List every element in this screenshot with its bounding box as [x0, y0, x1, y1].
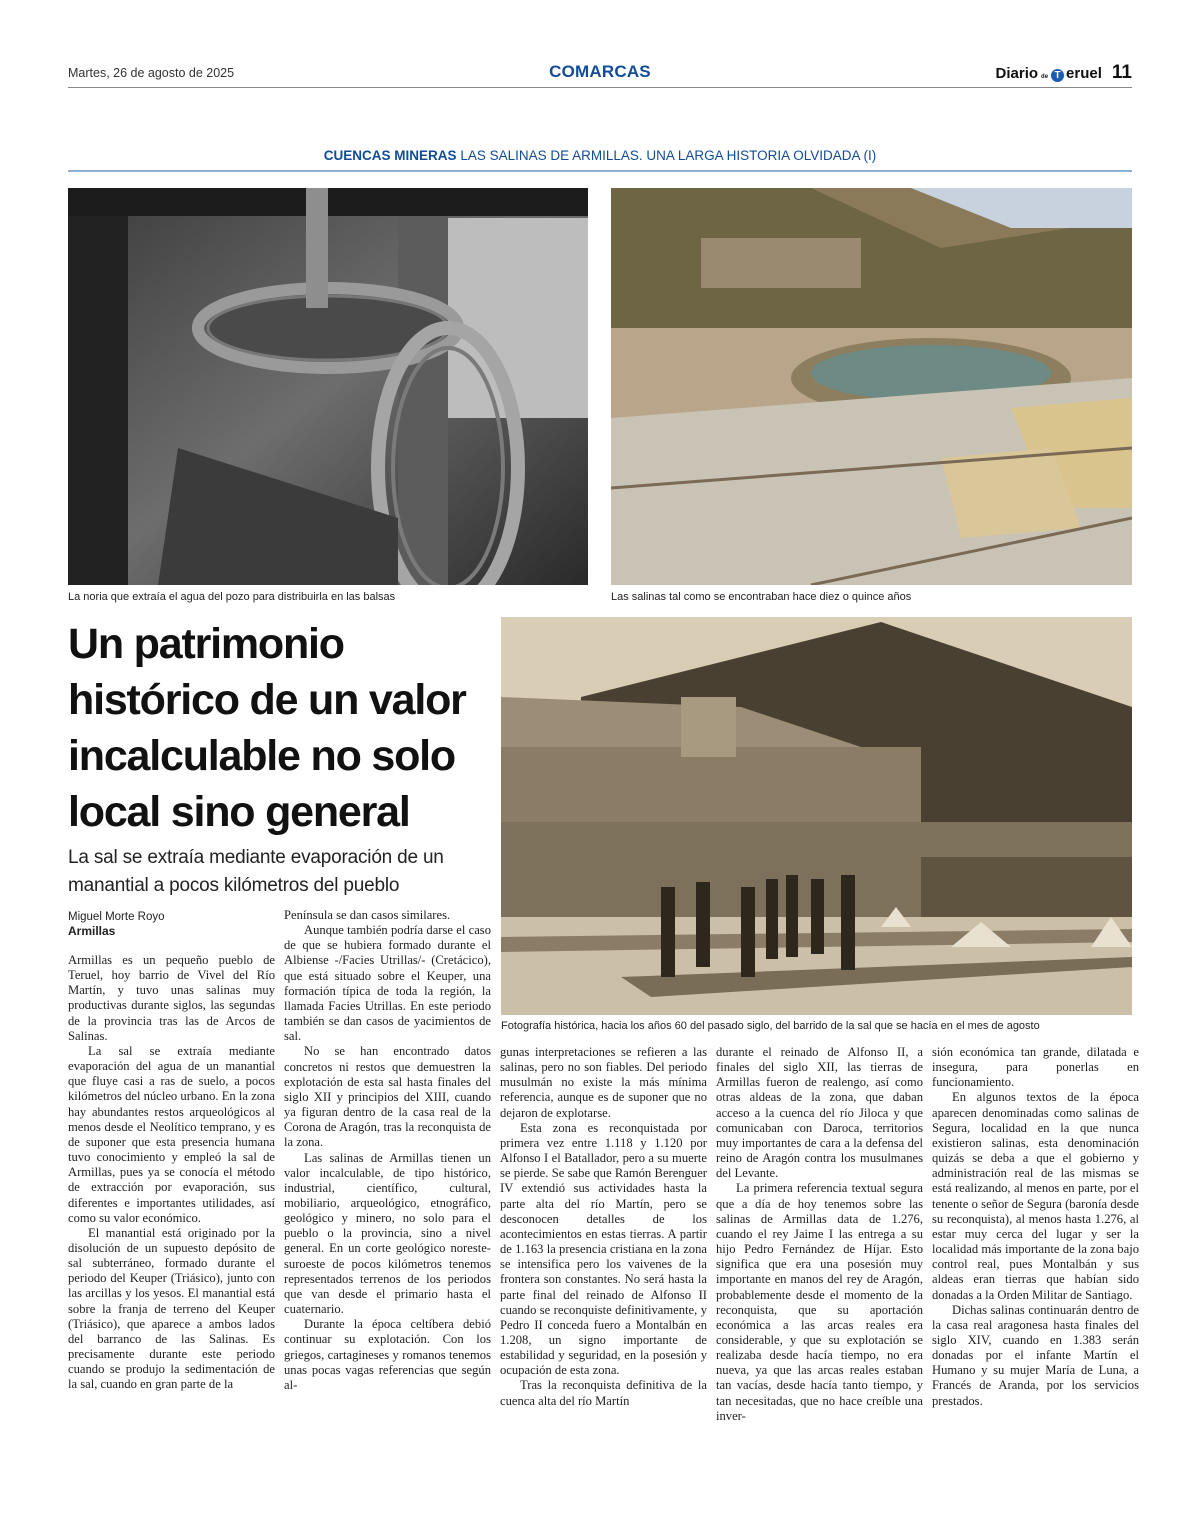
photo-caption: La noria que extraía el agua del pozo para distribuirla en las balsas: [68, 591, 396, 603]
article-column-2: [284, 908, 491, 1393]
kicker-label: CUENCAS MINERAS: [323, 148, 457, 163]
paragraph: El manantial está originado por la disolución de un supuesto depósito de sal subterráneo, formado durante el periodo del Keuper (Triásico), junto con las arcillas y los yesos. El manantial está sobre la franja de terreno del Keuper (Triásico), que aparece a ambos lados del barranco de las Salinas. Es precisamente durante este periodo cuando se produjo la sedimentación de la sal, cuando en gran parte de la: [68, 1225, 275, 1392]
brand-suffix: eruel: [1066, 65, 1102, 82]
paragraph: Durante la época celtíbera debió continuar su explotación. Con los griegos, cartagineses y romanos tenemos unas pocas vagas referencias que según al-: [284, 1317, 491, 1392]
paragraph: Esta zona es reconquistada por primera vez entre 1.118 y 1.120 por Alfonso I el Batallador, pero a su muerte se pierde. Se sabe que Ramón Berenguer IV extendió sus actividades hasta la parte alta del río Martín, pero se desconocen detalles de los acontecimientos en estas tierras. A partir de 1.163 la presencia cristiana en la zona se intensifica pero los vaivenes de la frontera son constantes. No será hasta la parte final del reinado de Alfonso II cuando se reconquiste definitivamente, y Pedro II conceda fuero a Montalbán en 1.208, un signo importante de estabilidad y seguridad, en la posesión y ocupación de esta zona.: [500, 1120, 707, 1378]
photo-waterwheel: [68, 188, 588, 585]
article-subheadline: La sal se extraía mediante evaporación de un manantial a pocos kilómetros del pueblo: [68, 847, 444, 896]
brand-prefix: Diario: [995, 65, 1039, 82]
dateline-location: Armillas: [68, 924, 116, 938]
photo-historic-workers: [501, 617, 1132, 1015]
newspaper-brand: [996, 62, 1132, 84]
paragraph: Península se dan casos similares.: [284, 908, 451, 922]
paragraph: En algunos textos de la época aparecen denominadas como salinas de Segura, localidad en la que nunca existieron salinas, esta denominación quizás se deba a que el gobierno y administración real de las mismas se está realizando, al menos en parte, por el tenente o señor de Segura (baronía desde su reconquista), al menos hasta 1.276, al estar muy cerca del lugar y ser la localidad más importante de la zona bajo control real, pues Montalbán y sus aldeas eran tierras que habían sido donadas a la Orden Militar de Santiago.: [932, 1090, 1139, 1302]
waterwheel-image-icon: [68, 188, 588, 585]
photo-salt-pans: [611, 188, 1132, 585]
paragraph: durante el reinado de Alfonso II, a finales del siglo XII, las tierras de Armillas fueron de realengo, así como otras aldeas de la zona, que daban acceso a la cuenca del río Jiloca y que comunicaban con Daroca, territorios muy importantes de cara a la defensa del reino de Aragón contra los musulmanes del Levante.: [716, 1045, 923, 1181]
paragraph: La primera referencia textual segura que a día de hoy tenemos sobre las salinas de Armillas data de 1.276, cuando el rey Jaime I las entrega a su hijo Pedro Fernández de Híjar. Esto significa que era una posesión muy importante en manos del rey de Aragón, probablemente desde el momento de la reconquista, que su aportación económica a las arcas reales era considerable, y que su explotación se realizaba desde hacía tiempo, no era nueva, ya que las arcas reales estaban tan vacías, desde hacía tanto tiempo, y tan necesitadas, que no hace creíble una inver-: [716, 1181, 923, 1423]
paragraph: Las salinas de Armillas tienen un valor incalculable, de tipo histórico, industrial, científico, cultural, mobiliario, arqueológico, etnográfico, geológico y minero, no solo para el pueblo o la provincia, sino a nivel general. En un corte geológico noreste-suroeste de pocos kilómetros tenemos representados terrenos de los periodos que van desde el primario hasta el cuaternario.: [284, 1150, 491, 1317]
paragraph: gunas interpretaciones se refieren a las salinas, pero no son fiables. Del periodo musulmán no existe la más mínima referencia, aunque es de suponer que no dejaron de explotarse.: [500, 1045, 707, 1120]
paragraph: La sal se extraía mediante evaporación del agua de un manantial que fluye casi a ras de suelo, a pocos kilómetros del núcleo urbano. En la zona hay abundantes restos arqueológicos al menos desde el Neolítico temprano, y es de suponer que esta presencia humana tuvo conocimiento y empleó la sal de Armillas, pues ya se conocía el método de extracción por evaporación, sus diferentes e importantes utilidades, así como su valor económico.: [68, 1043, 275, 1225]
article-column-1: [68, 953, 275, 1393]
photo-caption: Las salinas tal como se encontraban hace diez o quince años: [611, 591, 912, 603]
paragraph: Aunque también podría darse el caso de que se hubiera formado durante el Albiense -/Facies Utrillas/- (Cretácico), que está situado sobre el Keuper, una formación típica de toda la región, la llamada Facies Utrillas. En este periodo también se dan casos de yacimientos de sal.: [284, 923, 491, 1044]
article-kicker: [68, 146, 1132, 172]
section-name: COMARCAS: [549, 62, 651, 81]
article-headline: Un patrimonio histórico de un valor incalculable no solo local sino general: [68, 620, 466, 836]
photo-caption: Fotografía histórica, hacia los años 60 del pasado siglo, del barrido de la sal que se hacía en el mes de agosto: [501, 1020, 1040, 1032]
historic-workers-image-icon: [501, 617, 1132, 1015]
brand-de: de: [1041, 74, 1049, 80]
article-lead: [68, 616, 493, 938]
paragraph: No se han encontrado datos concretos ni restos que demuestren la explotación de esta sal hasta finales del siglo XII y principios del XIII, cuando ya figuran dentro de la casa real de la Corona de Aragón, tras la reconquista de la zona.: [284, 1044, 491, 1150]
salt-pans-image-icon: [611, 188, 1132, 585]
article-column-4: [716, 1045, 923, 1424]
paragraph: Tras la reconquista definitiva de la cuenca alta del río Martín: [500, 1378, 707, 1408]
page-number: 11: [1111, 62, 1132, 83]
article-column-5: [932, 1045, 1139, 1409]
page-header: [68, 60, 1132, 88]
brand-logo-icon: T: [1051, 69, 1064, 82]
article-column-3: [500, 1045, 707, 1409]
paragraph: Armillas es un pequeño pueblo de Teruel, hoy barrio de Vivel del Río Martín, y tuvo unas salinas muy productivas durante siglos, las segundas de la provincia tras las de Arcos de Salinas.: [68, 953, 275, 1043]
kicker-title: LAS SALINAS DE ARMILLAS. UNA LARGA HISTORIA OLVIDADA (I): [460, 148, 877, 163]
paragraph: Dichas salinas continuarán dentro de la casa real aragonesa hasta finales del siglo XIV, cuando en 1.383 serán donadas por el infante Martín el Humano y su mujer María de Luna, a Francés de Aranda, por los servicios prestados.: [932, 1302, 1139, 1408]
issue-date: Martes, 26 de agosto de 2025: [68, 66, 235, 80]
paragraph: sión económica tan grande, dilatada e insegura, para ponerlas en funcionamiento.: [932, 1045, 1139, 1090]
author-name: Miguel Morte Royo: [68, 911, 165, 923]
